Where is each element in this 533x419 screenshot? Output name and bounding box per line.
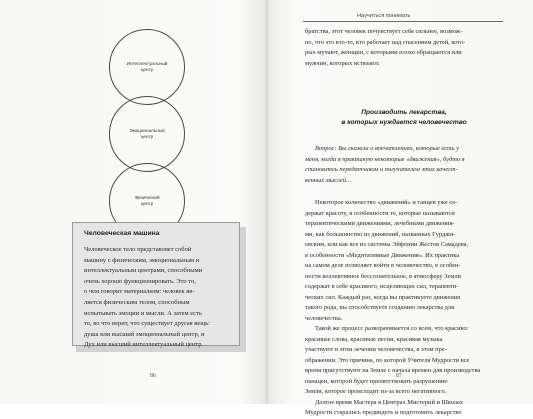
text-line: терапевтическими движениями, лечебными движения- xyxy=(305,220,455,227)
paragraph-2 xyxy=(305,198,503,282)
text-line: машину с физическим, эмоциональным и xyxy=(84,256,200,264)
text-line: ображении. Это причина, по которой Учителя Мудрости все xyxy=(305,356,470,364)
text-line: участвуют в этом лечении человечества, в этом пре- xyxy=(305,346,447,353)
running-head: Научиться понимать xyxy=(357,13,411,19)
text-line: держат красоту, в особенности те, которые называются xyxy=(305,209,455,217)
text-line: Земли, которое происходит из-за всего негативного. xyxy=(305,388,447,395)
text-line: интеллектуальным центрами, способными xyxy=(84,267,203,275)
circle-label-line: Эмоциональный xyxy=(129,127,165,133)
heading-line: Производить лекарства, xyxy=(361,109,447,116)
text-line: мужчин, которых истязают. xyxy=(305,59,380,67)
text-line: Дух или высший интеллектуальный центр. xyxy=(84,341,204,349)
text-line: Мудрости старались предвидеть и подготовить лекарство xyxy=(305,409,462,416)
intellectual-center-circle xyxy=(109,29,185,105)
page-number-left: 86 xyxy=(150,373,156,379)
text-line: меня, когда я практикую некоторые «движения», будто я xyxy=(305,155,465,163)
sidebar-box-text xyxy=(84,245,232,351)
question-paragraph xyxy=(305,144,503,186)
text-line: Человеческое тело представляет собой xyxy=(84,246,192,253)
text-line: о чем говорит материализм: человек яв- xyxy=(84,288,195,296)
paragraph-3 xyxy=(305,282,503,419)
text-line: человечества. xyxy=(305,314,343,322)
page-number-right: 87 xyxy=(396,373,402,379)
circle-label-line: Физический xyxy=(134,194,160,200)
text-line: панацеи, которой будет препятствовать разрушению xyxy=(305,377,448,385)
text-line: душа или высший эмоциональный центр, и xyxy=(84,330,205,338)
text-line: евским, или как все из системы Эйфонии Жестов Самадева, xyxy=(305,241,469,248)
section-heading xyxy=(305,108,503,127)
text-line: становлюсь передатчиком и получателем этих качест- xyxy=(305,166,458,173)
header-rule xyxy=(303,21,503,22)
text-line: содержат в себе красивого, исцеляющих сил, терапевти- xyxy=(305,283,459,290)
text-line: такого рода, вы способствуете созданию лекарства для xyxy=(305,304,455,311)
text-line: в особенности «Медитативные Движения». Их практика xyxy=(305,251,460,259)
text-line: Такой же процесс разворачивается со всем, что красиво: xyxy=(315,325,469,332)
emotional-center-circle xyxy=(109,96,185,172)
text-line: Долгое время Мастера в Центрах Мистерий и Школах xyxy=(315,398,464,406)
text-line: на самом деле позволяет войти в человечество, в особен- xyxy=(305,262,461,269)
text-line: то, во что верит, что существует другая вещь: xyxy=(84,320,210,328)
text-line: очень хорошо функционировать. Это то, xyxy=(84,277,196,285)
text-line: венных мыслей… xyxy=(305,176,352,184)
circle-label-line: центр xyxy=(140,67,154,72)
text-line: ляется физическим телом, способным xyxy=(84,298,190,306)
text-line: ности коллективное бессознательное, в атмосферу Земли xyxy=(305,272,461,280)
paragraph-1 xyxy=(305,27,503,69)
text-line: ческих сил. Каждый раз, когда вы практикуете движения xyxy=(305,293,461,301)
text-line: красивые слова, красивые песни, красивая музыка xyxy=(305,335,443,343)
text-line: рых мучают, женщин, с которыми плохо обращаются или xyxy=(305,49,462,56)
circle-label-line: центр xyxy=(140,201,154,206)
text-line: испытывать эмоции и мысли. А затем есть xyxy=(84,309,202,317)
sidebar-box-title: Человеческая машина xyxy=(84,230,160,237)
text-line: Некоторое количество «движений» и танцев уже со- xyxy=(315,199,458,206)
text-line: Вопрос: Вы сказали о впечатлениях, которые есть у xyxy=(315,145,459,152)
text-line: но, что это кто-то, кто работает над спасением детей, кото- xyxy=(305,38,466,46)
text-line: ми, как большинство из движений, названных Гурджи- xyxy=(305,230,456,238)
text-line: время присутствуют на Земле с начала времен для производства xyxy=(305,367,481,374)
circle-label-line: Интеллектуальный xyxy=(126,60,168,66)
text-line: братства, этот человек почувствует себя сильнее, возмож- xyxy=(305,28,463,35)
circle-label-line: центр xyxy=(140,134,154,139)
heading-line: в которых нуждается человечество xyxy=(341,118,467,126)
